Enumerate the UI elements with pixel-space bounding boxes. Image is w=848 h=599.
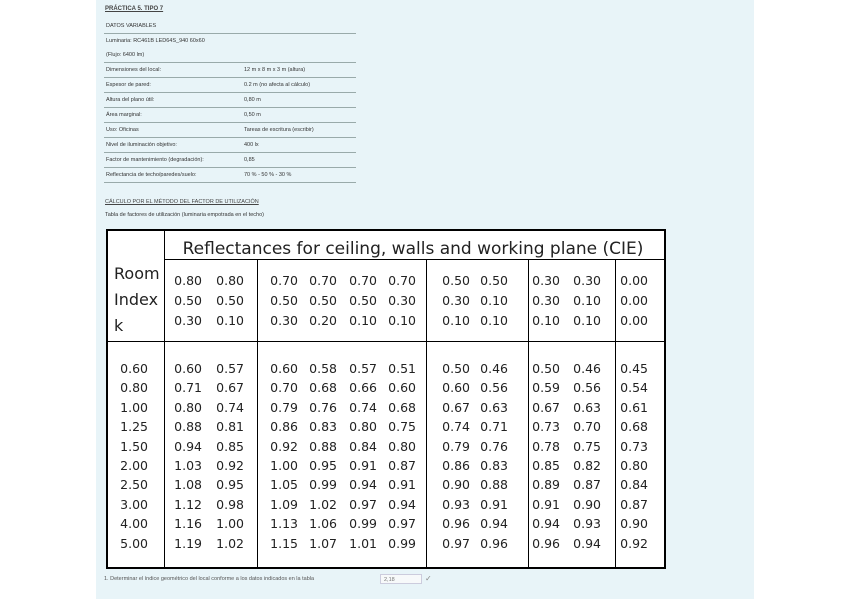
utilization-factor: 0.66 [349,380,377,396]
utilization-factor: 0.59 [532,380,560,396]
utilization-factor: 0.97 [349,496,377,512]
reflectance-value: 0.30 [388,293,416,308]
parameters-table [104,19,356,183]
utilization-factor: 0.91 [480,496,508,512]
reflectance-value: 0.10 [216,313,244,328]
utilization-factor: 0.80 [349,419,377,435]
reflectance-value: 0.10 [480,313,508,328]
utilization-factor: 0.88 [480,477,508,493]
room-label-line: Room [114,264,160,283]
column-divider [257,259,258,567]
utilization-factor: 0.99 [309,477,337,493]
reflectance-value: 0.00 [620,313,648,328]
param-value: 400 lx [242,138,356,153]
room-index-value: 4.00 [120,516,148,532]
utilization-factor: 1.06 [309,516,337,532]
utilization-factor: 0.84 [620,477,648,493]
utilization-factor: 0.88 [309,438,337,454]
reflectance-value: 0.30 [573,273,601,288]
utilization-factor: 0.57 [216,361,244,376]
reflectance-value: 0.70 [270,273,298,288]
body-divider [108,341,664,342]
table-caption: Tabla de factores de utilización (luminaria empotrada en el techo) [105,212,264,218]
utilization-factor: 0.82 [573,458,601,473]
utilization-factor: 0.68 [620,419,648,435]
utilization-factor: 0.87 [620,496,648,512]
utilization-factor: 0.75 [388,419,416,435]
utilization-factor: 0.96 [480,535,508,551]
reflectance-value: 0.50 [349,293,377,308]
luminaire-label: Luminaria: RC461B LED64S_940 60x60 [106,38,205,44]
section-title: CÁLCULO POR EL MÉTODO DEL FACTOR DE UTILIZACIÓN [105,199,259,205]
reflectance-value: 0.50 [442,273,470,288]
reflectance-value: 0.30 [532,293,560,308]
room-index-value: 0.60 [120,361,148,376]
utilization-factor: 0.85 [216,438,244,454]
utilization-factor: 0.95 [309,458,337,473]
utilization-factor: 0.89 [532,477,560,493]
reflectance-value: 0.00 [620,273,648,288]
utilization-factor: 1.19 [174,535,202,551]
cie-heading: Reflectances for ceiling, walls and working plane (CIE) [182,239,644,259]
utilization-factor: 0.92 [620,535,648,551]
utilization-factor: 1.09 [270,496,298,512]
utilization-factor: 0.57 [349,361,377,376]
reflectance-value: 0.30 [532,273,560,288]
flux-label: (Flujo: 6400 lm) [104,48,356,63]
utilization-factor: 0.94 [532,516,560,532]
param-value: 70 % - 50 % - 30 % [242,168,356,183]
utilization-factor: 1.08 [174,477,202,493]
utilization-factor: 1.15 [270,535,298,551]
utilization-factor: 0.67 [442,399,470,415]
check-icon: ✓ [425,574,432,583]
utilization-factor: 0.94 [349,477,377,493]
param-row [104,93,356,108]
utilization-factor: 0.87 [388,458,416,473]
answer-input[interactable]: 2,18 [380,574,422,584]
utilization-factor: 0.90 [442,477,470,493]
utilization-factor: 0.79 [442,438,470,454]
utilization-factor: 0.93 [442,496,470,512]
utilization-factor: 0.68 [388,399,416,415]
utilization-factor: 0.84 [349,438,377,454]
param-key: Reflectancia de techo/paredes/suelo: [104,168,242,183]
header-divider [164,259,664,260]
utilization-factor: 0.46 [480,361,508,376]
room-label-line: Index [114,290,159,309]
param-row [104,138,356,153]
utilization-factor: 0.80 [620,458,648,473]
utilization-factor: 1.03 [174,458,202,473]
utilization-factor: 0.97 [442,535,470,551]
utilization-factor: 0.92 [270,438,298,454]
utilization-factor: 0.80 [388,438,416,454]
param-row [104,168,356,183]
utilization-factor: 0.54 [620,380,648,396]
utilization-factor: 0.86 [442,458,470,473]
param-key: Dimensiones del local: [104,63,242,78]
utilization-factor: 0.74 [216,399,244,415]
page-title: PRÁCTICA 5. TIPO 7 [105,6,164,12]
utilization-factor: 0.51 [388,361,416,376]
utilization-factor: 1.16 [174,516,202,532]
utilization-factor: 0.73 [620,438,648,454]
utilization-factor: 0.96 [532,535,560,551]
utilization-factor: 0.60 [442,380,470,396]
utilization-factor: 0.70 [270,380,298,396]
utilization-factor: 0.94 [388,496,416,512]
param-row [104,153,356,168]
param-row [104,108,356,123]
reflectance-value: 0.50 [270,293,298,308]
param-key: Altura del plano útil: [104,93,242,108]
utilization-factor: 0.83 [309,419,337,435]
reflectance-value: 0.10 [573,293,601,308]
utilization-factor: 0.56 [480,380,508,396]
utilization-factor: 0.60 [174,361,202,376]
utilization-factor: 0.46 [573,361,601,376]
param-value: 0,80 m [242,93,356,108]
param-row [104,123,356,138]
param-key: Nivel de iluminación objetivo: [104,138,242,153]
reflectance-value: 0.10 [532,313,560,328]
utilization-factor: 0.90 [620,516,648,532]
param-value: 0.2 m (no afecta al cálculo) [242,78,356,93]
utilization-factor: 0.68 [309,380,337,396]
reflectance-value: 0.70 [388,273,416,288]
utilization-factor: 0.71 [174,380,202,396]
utilization-factor: 0.79 [270,399,298,415]
param-key: Área marginal: [104,108,242,123]
room-index-value: 1.25 [120,419,148,435]
room-index-value: 2.00 [120,458,148,473]
utilization-factor: 0.81 [216,419,244,435]
utilization-factor: 0.76 [309,399,337,415]
utilization-factor: 0.60 [270,361,298,376]
param-value: 0,85 [242,153,356,168]
reflectance-value: 0.70 [309,273,337,288]
utilization-factor: 0.91 [349,458,377,473]
reflectance-value: 0.10 [388,313,416,328]
params-header: DATOS VARIABLES [104,19,356,34]
utilization-factor: 0.86 [270,419,298,435]
utilization-factor: 0.56 [573,380,601,396]
utilization-factor: 0.63 [573,399,601,415]
room-label-line: k [114,316,124,335]
utilization-factor: 0.90 [573,496,601,512]
utilization-factor: 1.05 [270,477,298,493]
reflectance-value: 0.10 [442,313,470,328]
reflectance-value: 0.10 [573,313,601,328]
reflectance-value: 0.20 [309,313,337,328]
param-value: 12 m x 8 m x 3 m (altura) [242,63,356,78]
utilization-factor: 0.78 [532,438,560,454]
utilization-factor: 0.50 [442,361,470,376]
reflectance-value: 0.50 [480,273,508,288]
param-key: Espesor de pared: [104,78,242,93]
utilization-factor: 0.73 [532,419,560,435]
utilization-factor: 1.02 [309,496,337,512]
utilization-factor: 1.13 [270,516,298,532]
utilization-factor: 0.97 [388,516,416,532]
utilization-factor: 0.76 [480,438,508,454]
utilization-factor: 0.70 [573,419,601,435]
utilization-factor: 0.60 [388,380,416,396]
utilization-factor: 1.01 [349,535,377,551]
room-index-label [114,261,160,339]
utilization-factor: 1.12 [174,496,202,512]
utilization-factor: 0.58 [309,361,337,376]
room-index-value: 0.80 [120,380,148,396]
utilization-factor: 1.07 [309,535,337,551]
reflectance-value: 0.50 [309,293,337,308]
utilization-factor: 0.50 [532,361,560,376]
param-row [104,78,356,93]
utilization-factor: 0.71 [480,419,508,435]
utilization-factor: 0.99 [349,516,377,532]
utilization-factor: 0.45 [620,361,648,376]
utilization-factor: 0.98 [216,496,244,512]
utilization-factor: 1.00 [216,516,244,532]
reflectance-value: 0.50 [216,293,244,308]
param-key: Factor de mantenimiento (degradación): [104,153,242,168]
utilization-factor: 0.80 [174,399,202,415]
utilization-factor: 0.74 [442,419,470,435]
reflectance-value: 0.10 [349,313,377,328]
utilization-factor: 0.96 [442,516,470,532]
utilization-factor: 1.00 [270,458,298,473]
utilization-factor: 0.92 [216,458,244,473]
utilization-factor: 0.91 [388,477,416,493]
param-row [104,63,356,78]
utilization-factor: 0.94 [573,535,601,551]
column-divider [426,259,427,567]
reflectance-value: 0.80 [174,273,202,288]
utilization-factor: 0.87 [573,477,601,493]
question-text: 1. Determinar el índice geométrico del local conforme a los datos indicados en la tabla [104,576,315,582]
reflectance-value: 0.10 [480,293,508,308]
utilization-factor: 0.67 [216,380,244,396]
param-value: Tareas de escritura (escribir) [242,123,356,138]
param-key: Uso: Oficinas [104,123,242,138]
room-index-value: 1.00 [120,399,148,415]
utilization-factor-table [106,229,666,569]
room-index-value: 3.00 [120,496,148,512]
utilization-factor: 0.63 [480,399,508,415]
utilization-factor: 1.02 [216,535,244,551]
utilization-factor: 0.93 [573,516,601,532]
reflectance-value: 0.80 [216,273,244,288]
room-index-value: 5.00 [120,535,148,551]
utilization-factor: 0.94 [174,438,202,454]
utilization-factor: 0.91 [532,496,560,512]
utilization-factor: 0.67 [532,399,560,415]
reflectance-value: 0.00 [620,293,648,308]
utilization-factor: 0.85 [532,458,560,473]
reflectance-value: 0.30 [174,313,202,328]
utilization-factor: 0.83 [480,458,508,473]
utilization-factor: 0.75 [573,438,601,454]
utilization-factor: 0.74 [349,399,377,415]
room-index-value: 1.50 [120,438,148,454]
reflectance-value: 0.30 [442,293,470,308]
utilization-factor: 0.99 [388,535,416,551]
param-value: 0,50 m [242,108,356,123]
room-index-value: 2.50 [120,477,148,493]
utilization-factor: 0.95 [216,477,244,493]
column-divider [164,231,165,567]
reflectance-value: 0.30 [270,313,298,328]
utilization-factor: 0.61 [620,399,648,415]
reflectance-value: 0.70 [349,273,377,288]
utilization-factor: 0.94 [480,516,508,532]
utilization-factor: 0.88 [174,419,202,435]
reflectance-value: 0.50 [174,293,202,308]
